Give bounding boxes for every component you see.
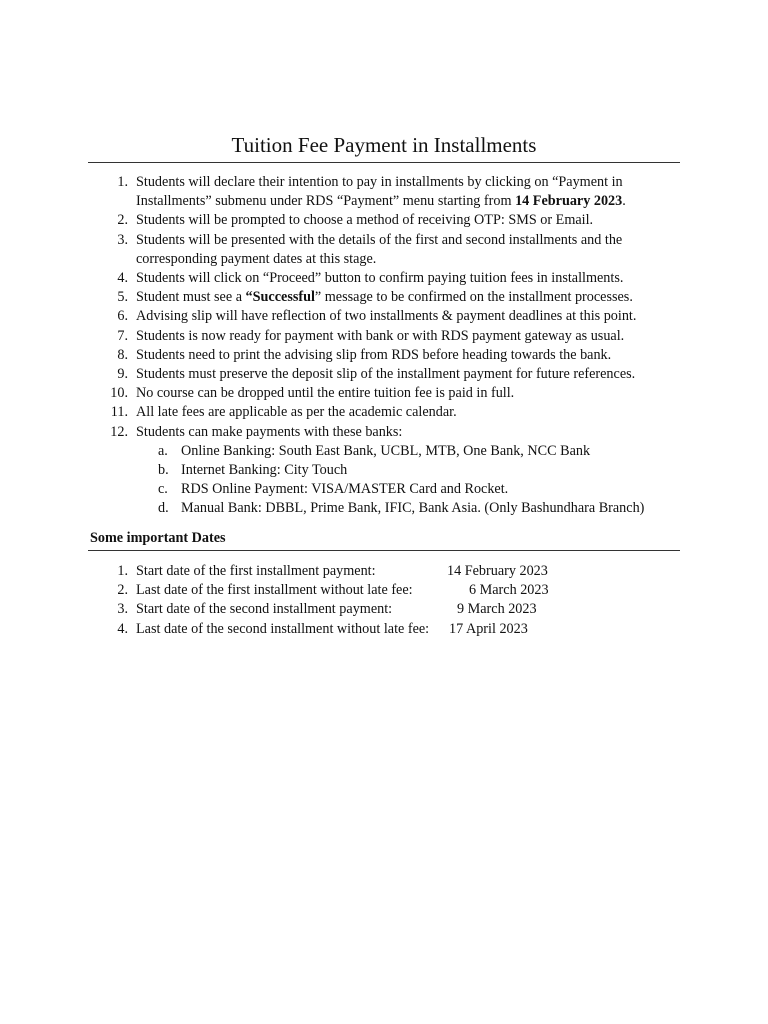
sub-item-letter: a. — [158, 442, 168, 459]
item-number: 12. — [110, 423, 128, 440]
item-number: 1. — [117, 563, 128, 579]
date-label: Start date of the first installment payment: — [136, 563, 376, 579]
item-text: Advising slip will have reflection of two installments & payment deadlines at this point. — [136, 308, 637, 325]
date-value: 9 March 2023 — [457, 601, 537, 618]
important-dates-list — [0, 562, 768, 639]
bank-list-item — [136, 442, 676, 461]
date-row — [0, 562, 768, 581]
installment-steps-list — [0, 173, 768, 519]
item-number: 2. — [117, 212, 128, 229]
dates-divider — [88, 550, 680, 551]
item-number: 1. — [117, 174, 128, 190]
item-number: 3. — [117, 231, 128, 248]
item-text: Student must see a — [136, 289, 246, 306]
item-text: Students will declare their intention to pay in installments by clicking on “Payment in Installments” submenu under RDS “Payment” menu starting from — [136, 174, 623, 210]
list-item — [0, 269, 676, 288]
date-value: 6 March 2023 — [469, 582, 549, 599]
item-text: Students must preserve the deposit slip of the installment payment for future references. — [136, 366, 636, 383]
sub-item-text: Manual Bank: DBBL, Prime Bank, IFIC, Bank Asia. (Only Bashundhara Branch) — [181, 500, 645, 517]
bank-list — [136, 442, 676, 519]
item-number: 5. — [117, 289, 128, 306]
date-label: Last date of the first installment without late fee: — [136, 582, 413, 599]
item-text-end: . — [622, 193, 626, 210]
list-item — [0, 365, 676, 384]
item-text: All late fees are applicable as per the academic calendar. — [136, 404, 457, 421]
item-number: 4. — [117, 620, 128, 637]
item-number: 11. — [110, 404, 128, 421]
sub-item-letter: c. — [158, 481, 168, 498]
date-value: 14 February 2023 — [447, 563, 548, 579]
item-bold-word: “Successful — [245, 289, 315, 306]
list-item — [0, 423, 676, 519]
item-number: 7. — [117, 327, 128, 344]
list-item — [0, 403, 676, 422]
item-number: 10. — [110, 385, 128, 402]
date-label: Start date of the second installment payment: — [136, 601, 393, 618]
bank-list-item — [136, 480, 676, 499]
bank-list-item — [136, 499, 676, 518]
date-row — [0, 620, 768, 639]
date-row — [0, 581, 768, 600]
item-text-end: ” message to be confirmed on the installment processes. — [314, 289, 633, 306]
date-value: 17 April 2023 — [449, 620, 528, 637]
sub-item-text: Online Banking: South East Bank, UCBL, MTB, One Bank, NCC Bank — [181, 442, 591, 459]
page-title: Tuition Fee Payment in Installments — [231, 133, 537, 157]
bank-list-item — [136, 461, 676, 480]
list-item — [0, 288, 676, 307]
item-number: 4. — [117, 270, 128, 287]
sub-item-text: Internet Banking: City Touch — [181, 462, 348, 479]
item-text: Students can make payments with these banks: — [136, 423, 403, 440]
list-item — [0, 327, 676, 346]
item-text: Students will be prompted to choose a method of receiving OTP: SMS or Email. — [136, 212, 594, 229]
date-label: Last date of the second installment without late fee: — [136, 620, 430, 637]
sub-item-letter: d. — [158, 500, 169, 517]
item-text: Students will be presented with the details of the first and second installments and the corresponding payment dates at this stage. — [136, 231, 623, 267]
sub-item-text: RDS Online Payment: VISA/MASTER Card and Rocket. — [181, 481, 509, 498]
item-text: Students need to print the advising slip from RDS before heading towards the bank. — [136, 346, 612, 363]
list-item — [0, 384, 676, 403]
item-number: 6. — [117, 308, 128, 325]
item-text: Students will click on “Proceed” button to confirm paying tuition fees in installments. — [136, 270, 624, 287]
item-number: 3. — [117, 601, 128, 618]
dates-heading: Some important Dates — [90, 530, 226, 546]
list-item — [0, 307, 676, 326]
title-divider — [88, 162, 680, 163]
list-item — [0, 231, 676, 269]
list-item — [0, 346, 676, 365]
item-number: 9. — [117, 366, 128, 383]
item-number: 8. — [117, 346, 128, 363]
date-row — [0, 600, 768, 619]
item-number: 2. — [117, 582, 128, 599]
list-item — [0, 173, 676, 211]
item-text: No course can be dropped until the entire tuition fee is paid in full. — [136, 385, 515, 402]
item-text: Students is now ready for payment with bank or with RDS payment gateway as usual. — [136, 327, 625, 344]
sub-item-letter: b. — [158, 462, 169, 479]
list-item — [0, 211, 676, 230]
item-bold-date: 14 February 2023 — [515, 193, 623, 210]
